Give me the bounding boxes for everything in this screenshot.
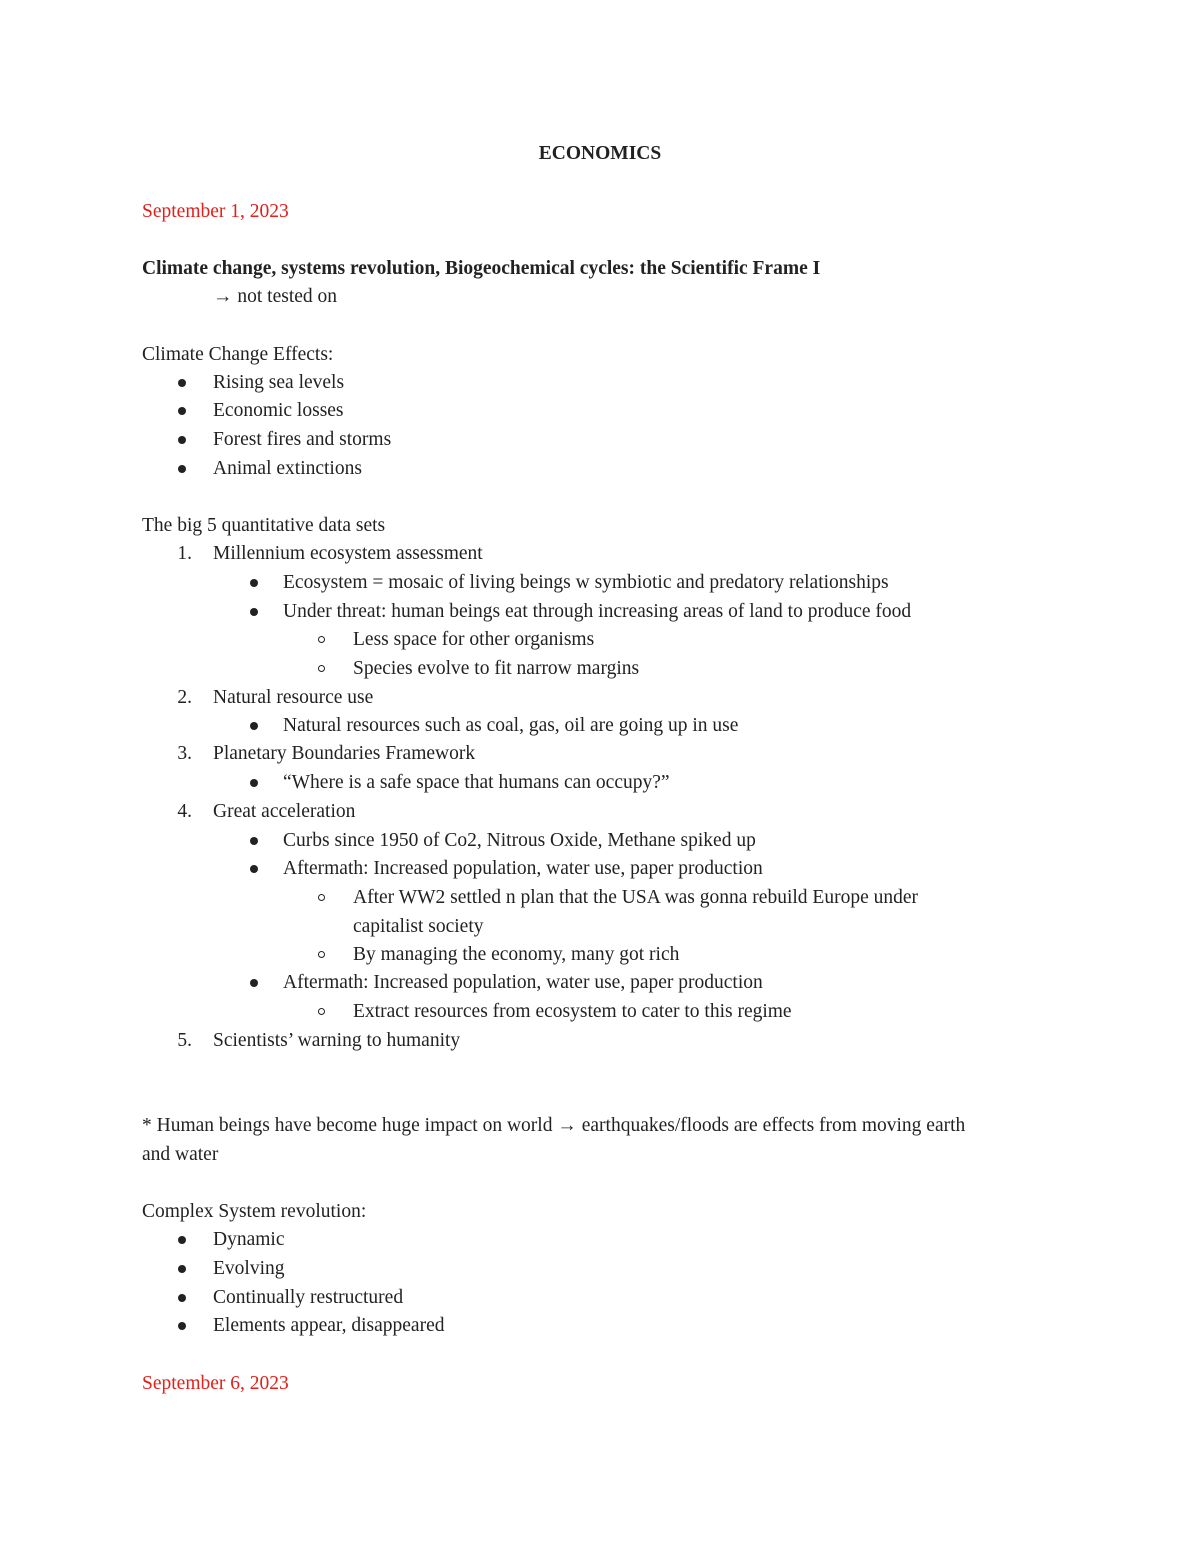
list-item: “Where is a safe space that humans can occupy?”: [283, 772, 670, 793]
bullet-icon: [178, 379, 186, 387]
list-number: 3.: [177, 743, 192, 764]
list-item: Extract resources from ecosystem to cater to this regime: [353, 1001, 792, 1022]
bullet-icon: [250, 979, 258, 987]
list-item: Great acceleration: [213, 801, 356, 822]
bullet-icon: [178, 465, 186, 473]
circle-bullet-icon: [318, 636, 325, 643]
list-item: Ecosystem = mosaic of living beings w symbiotic and predatory relationships: [283, 572, 889, 593]
list-item: Economic losses: [213, 400, 344, 421]
list-item: Under threat: human beings eat through increasing areas of land to produce food: [283, 601, 912, 622]
list-item-continuation: capitalist society: [353, 916, 484, 937]
list-item: Rising sea levels: [213, 372, 345, 393]
big5-label: The big 5 quantitative data sets: [142, 515, 386, 536]
list-number: 2.: [177, 687, 192, 708]
date-heading: September 6, 2023: [142, 1373, 289, 1394]
list-item: Dynamic: [213, 1229, 285, 1250]
list-item: Evolving: [213, 1258, 285, 1279]
list-item: Natural resource use: [213, 687, 374, 708]
list-item: Continually restructured: [213, 1287, 404, 1308]
bullet-icon: [178, 1294, 186, 1302]
circle-bullet-icon: [318, 665, 325, 672]
heading-note: → not tested on: [213, 286, 338, 307]
bullet-icon: [250, 865, 258, 873]
circle-bullet-icon: [318, 894, 325, 901]
bullet-icon: [250, 579, 258, 587]
bullet-icon: [250, 608, 258, 616]
bullet-icon: [178, 436, 186, 444]
list-number: 4.: [177, 801, 192, 822]
list-item: After WW2 settled n plan that the USA was gonna rebuild Europe under: [353, 887, 918, 908]
list-item: Millennium ecosystem assessment: [213, 543, 483, 564]
bullet-icon: [250, 837, 258, 845]
effects-label: Climate Change Effects:: [142, 344, 334, 365]
bullet-icon: [250, 779, 258, 787]
list-number: 1.: [177, 543, 192, 564]
circle-bullet-icon: [318, 951, 325, 958]
note-line: and water: [142, 1144, 219, 1165]
list-item: Aftermath: Increased population, water use, paper production: [283, 858, 763, 879]
list-item: Elements appear, disappeared: [213, 1315, 445, 1336]
bullet-icon: [178, 1265, 186, 1273]
bullet-icon: [178, 407, 186, 415]
date-heading: September 1, 2023: [142, 201, 289, 222]
section-heading: Climate change, systems revolution, Biogeochemical cycles: the Scientific Frame I: [142, 258, 821, 279]
list-item: Scientists’ warning to humanity: [213, 1030, 461, 1051]
bullet-icon: [178, 1322, 186, 1330]
circle-bullet-icon: [318, 1008, 325, 1015]
list-item: Animal extinctions: [213, 458, 362, 479]
bullet-icon: [178, 1236, 186, 1244]
list-item: Curbs since 1950 of Co2, Nitrous Oxide, Methane spiked up: [283, 830, 756, 851]
list-item: Forest fires and storms: [213, 429, 392, 450]
note-line: * Human beings have become huge impact on world → earthquakes/floods are effects from moving earth: [142, 1115, 966, 1136]
list-item: By managing the economy, many got rich: [353, 944, 680, 965]
list-item: Species evolve to fit narrow margins: [353, 658, 640, 679]
list-item: Aftermath: Increased population, water use, paper production: [283, 972, 763, 993]
list-item: Planetary Boundaries Framework: [213, 743, 476, 764]
list-item: Natural resources such as coal, gas, oil are going up in use: [283, 715, 739, 736]
complex-label: Complex System revolution:: [142, 1201, 367, 1222]
bullet-icon: [250, 722, 258, 730]
list-item: Less space for other organisms: [353, 629, 595, 650]
page-title: ECONOMICS: [538, 143, 662, 164]
list-number: 5.: [177, 1030, 192, 1051]
